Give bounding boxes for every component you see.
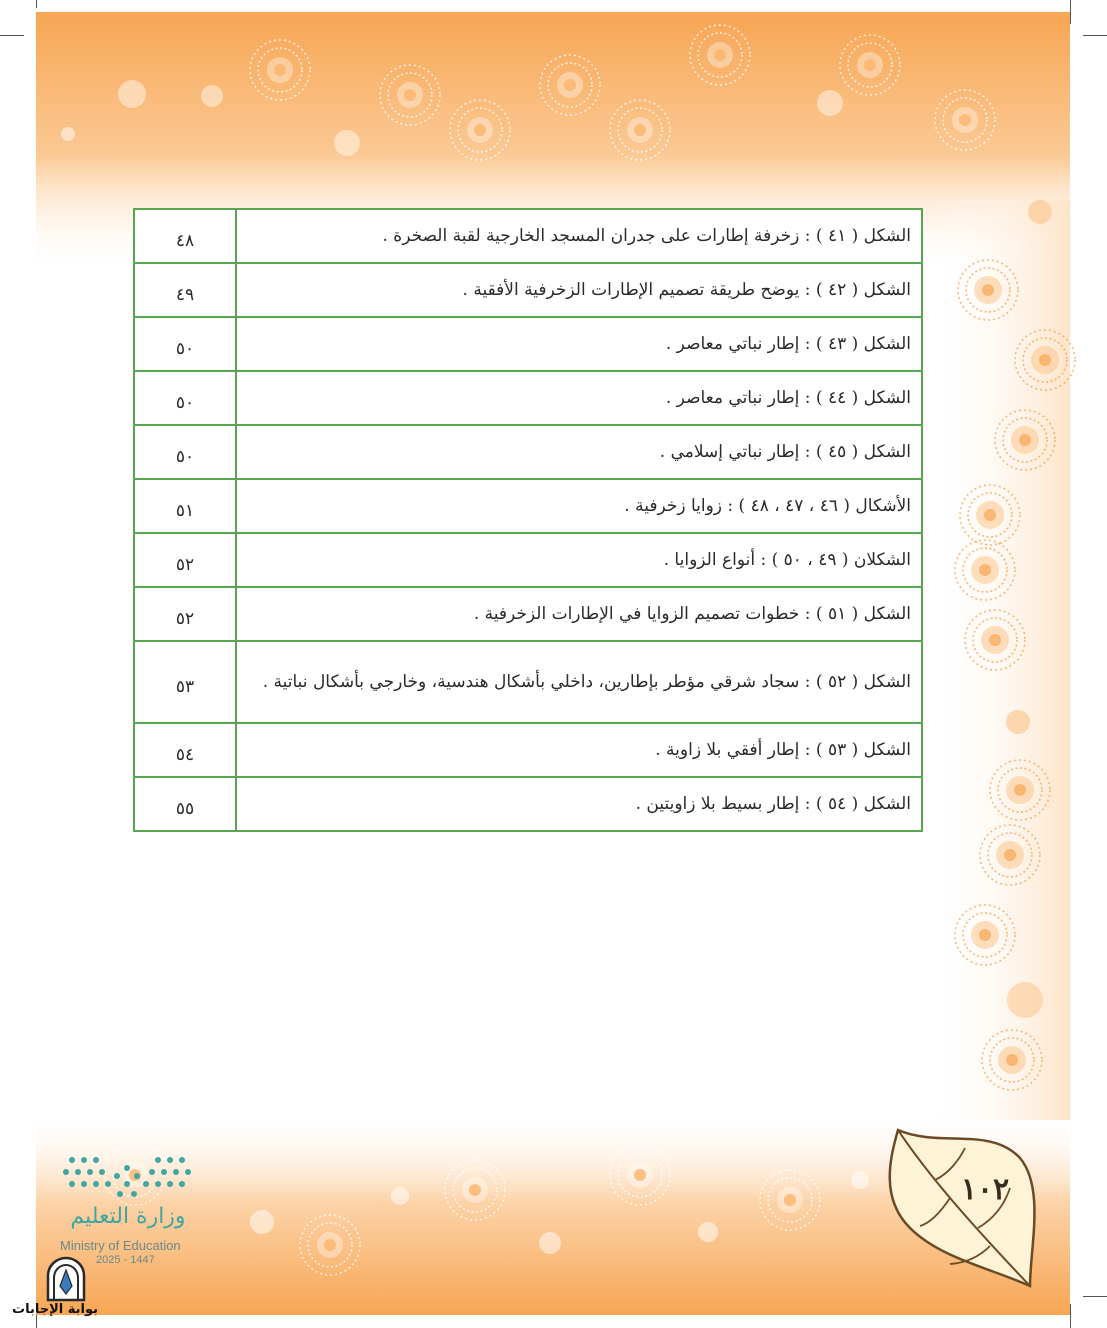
figure-page-number: ٥٣ <box>134 641 236 723</box>
figure-page-number: ٥٥ <box>134 777 236 831</box>
table-row <box>134 533 922 587</box>
figure-description: الشكل ( ٤٣ ) : إطار نباتي معاصر . <box>236 317 922 371</box>
crop-mark <box>1070 0 1071 24</box>
figure-description: الشكلان ( ٤٩ ، ٥٠ ) : أنواع الزوايا . <box>236 533 922 587</box>
ministry-year: 2025 - 1447 <box>96 1254 155 1266</box>
figure-description: الشكل ( ٥٢ ) : سجاد شرقي مؤطر بإطارين، داخلي بأشكال هندسية، وخارجي بأشكال نباتية . <box>236 641 922 723</box>
table-row <box>134 317 922 371</box>
crop-mark <box>1083 35 1107 36</box>
figure-description: الشكل ( ٤٥ ) : إطار نباتي إسلامي . <box>236 425 922 479</box>
table-row <box>134 641 922 723</box>
crop-mark <box>1083 1296 1107 1297</box>
portal-label: بوابة الإجابات <box>12 1302 98 1317</box>
figure-page-number: ٥٠ <box>134 317 236 371</box>
table-row <box>134 371 922 425</box>
table-row <box>134 777 922 831</box>
figure-description: الشكل ( ٤٢ ) : يوضح طريقة تصميم الإطارات الزخرفية الأفقية . <box>236 263 922 317</box>
figure-description: الشكل ( ٥٣ ) : إطار أفقي بلا زاوية . <box>236 723 922 777</box>
figure-page-number: ٤٩ <box>134 263 236 317</box>
figure-page-number: ٥٠ <box>134 425 236 479</box>
crop-mark <box>0 35 24 36</box>
crop-mark <box>1070 1304 1071 1328</box>
crop-mark <box>36 0 37 8</box>
table-row <box>134 723 922 777</box>
portal-watermark <box>0 1254 110 1324</box>
figure-description: الشكل ( ٤٤ ) : إطار نباتي معاصر . <box>236 371 922 425</box>
ministry-name-english: Ministry of Education <box>60 1238 181 1253</box>
ministry-dots-logo-icon <box>62 1154 192 1200</box>
figure-page-number: ٥١ <box>134 479 236 533</box>
figures-table-body <box>134 209 922 831</box>
ministry-name-arabic: وزارة التعليم <box>70 1204 186 1229</box>
page-number: ١٠٢ <box>960 1172 1010 1207</box>
figure-description: الشكل ( ٥١ ) : خطوات تصميم الزوايا في الإطارات الزخرفية . <box>236 587 922 641</box>
table-row <box>134 479 922 533</box>
figure-description: الشكل ( ٤١ ) : زخرفة إطارات على جدران المسجد الخارجية لقبة الصخرة . <box>236 209 922 263</box>
portal-arch-icon <box>44 1256 88 1302</box>
figure-page-number: ٤٨ <box>134 209 236 263</box>
figures-table <box>133 208 923 832</box>
figure-page-number: ٥٠ <box>134 371 236 425</box>
figure-description: الشكل ( ٥٤ ) : إطار بسيط بلا زاويتين . <box>236 777 922 831</box>
figure-page-number: ٥٢ <box>134 533 236 587</box>
table-row <box>134 209 922 263</box>
table-row <box>134 425 922 479</box>
figure-description: الأشكال ( ٤٦ ، ٤٧ ، ٤٨ ) : زوايا زخرفية . <box>236 479 922 533</box>
table-row <box>134 587 922 641</box>
table-row <box>134 263 922 317</box>
figure-page-number: ٥٤ <box>134 723 236 777</box>
figure-page-number: ٥٢ <box>134 587 236 641</box>
